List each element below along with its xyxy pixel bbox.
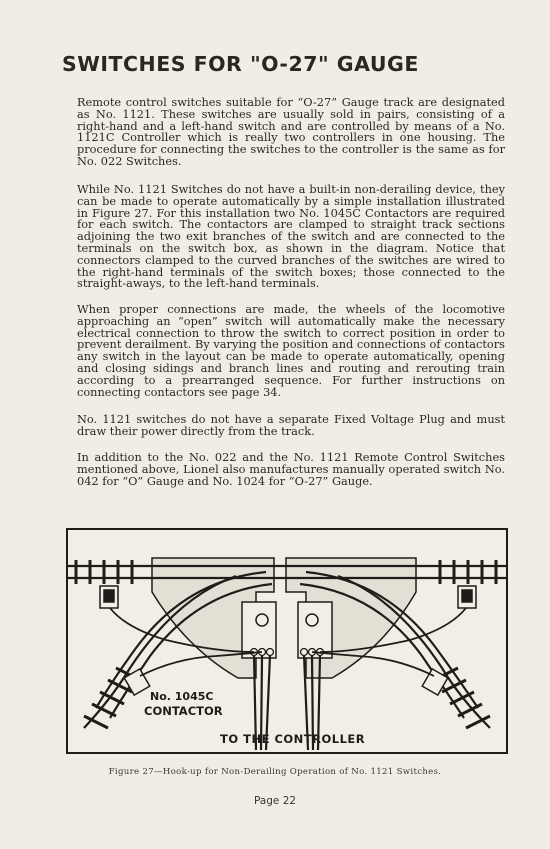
- controller-label: TO THE CONTROLLER: [220, 732, 366, 746]
- paragraph-1: Remote control switches suitable for “O-27” Gauge track are designated as No. 1121. These switches are usually sold in pairs, consisting of a right-hand and a left-hand switch and are controlled by means of a No. 1121C Controller which is really two controllers in one housing. The procedure for connecting the switches to the controller is the same as for No. 022 Switches.: [77, 95, 505, 168]
- page-number: Page 22: [253, 795, 297, 807]
- contactor-label-line2: CONTACTOR: [144, 704, 223, 718]
- figure-caption: Figure 27—Hook-up for Non-Derailing Operation of No. 1121 Switches.: [108, 767, 442, 777]
- contactor-label-line1: No. 1045C: [150, 690, 214, 703]
- paragraph-4: No. 1121 switches do not have a separate Fixed Voltage Plug and must draw their power directly from the track.: [77, 412, 505, 438]
- contactor-top-right: [458, 586, 476, 608]
- wiring-diagram-svg: [66, 528, 508, 754]
- contactor-top-left: [100, 586, 118, 608]
- wiring-diagram: [66, 528, 508, 754]
- paragraph-3: When proper connections are made, the wheels of the locomotive approaching an “open” switch will automatically make the necessary electrical connection to throw the switch to correct position in order to prevent derailment. By varying the position and connections of contactors any switch in the layout can be made to operate automatically, opening and closing sidings and branch lines and routing and rerouting train according to a prearranged sequence. For further instructions on connecting contactors see page 34.: [77, 302, 505, 399]
- paragraph-5: In addition to the No. 022 and the No. 1121 Remote Control Switches mentioned above, Lionel also manufactures manually operated switch No. 042 for “O” Gauge and No. 1024 for “O-27” Gauge.: [77, 450, 505, 488]
- page-title: SWITCHES FOR "O-27" GAUGE: [62, 52, 419, 76]
- paragraph-2: While No. 1121 Switches do not have a built-in non-derailing device, they can be made to operate automatically by a simple installation illustrated in Figure 27. For this installation two No. 1045C Contactors are required for each switch. The contactors are clamped to straight track sections adjoining the two exit branches of the switch and are connected to the terminals on the switch box, as shown in the diagram. Notice that connectors clamped to the curved branches of the switches are wired to the right-hand terminals of the switch boxes; those connected to the straight-aways, to the left-hand terminals.: [77, 182, 505, 291]
